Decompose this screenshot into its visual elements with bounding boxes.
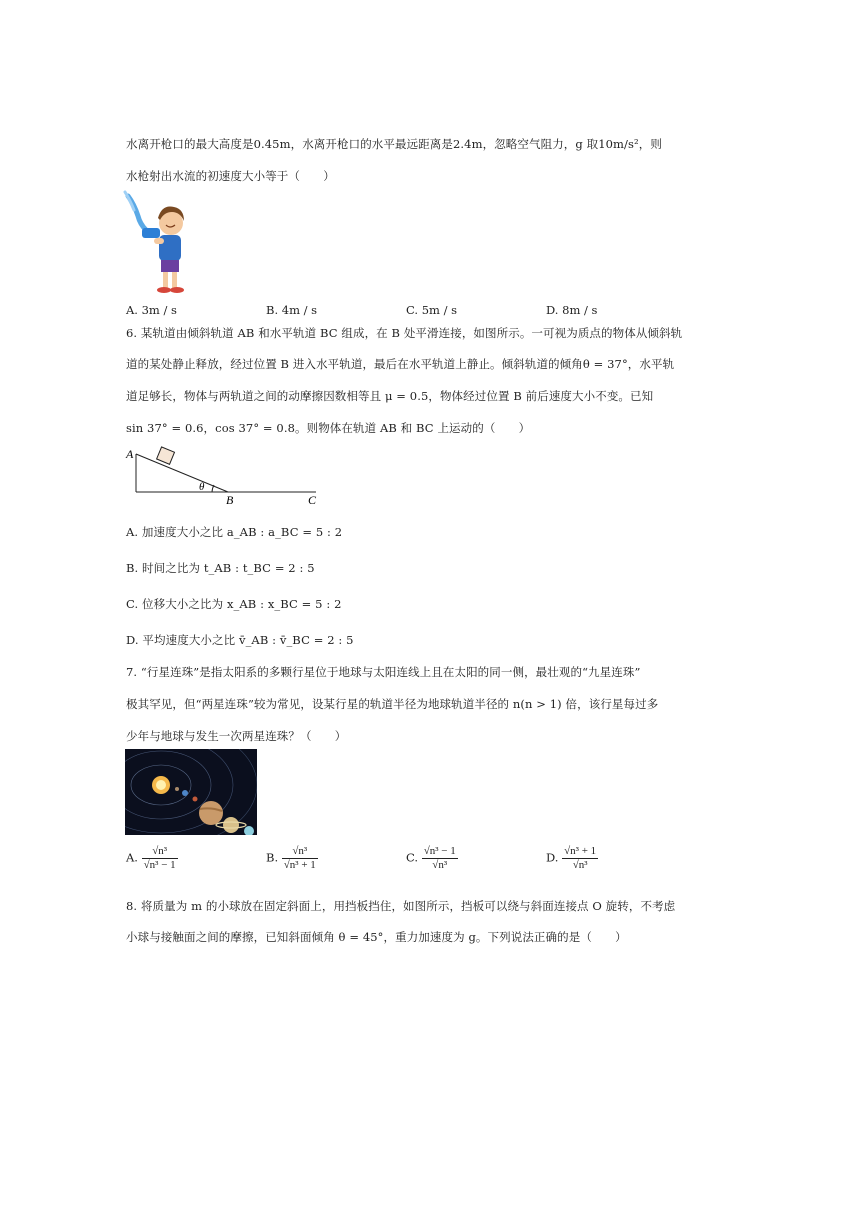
q7-option-b-numerator: √n³	[282, 845, 318, 859]
q6-option-d: D. 平均速度大小之比 v̄_AB : v̄_BC = 2 : 5	[126, 633, 354, 647]
q7-option-c	[406, 845, 458, 872]
label-a: A	[126, 447, 134, 461]
q5-option-a: A. 3m / s	[126, 303, 177, 317]
q7-option-c-denominator: √n³	[432, 859, 448, 871]
q7-option-a-denominator: √n³ − 1	[143, 859, 176, 871]
q7-option-d-numerator: √n³ + 1	[564, 845, 597, 857]
q7-option-a-fraction	[142, 845, 178, 872]
q6-option-a: A. 加速度大小之比 a_AB : a_BC = 5 : 2	[126, 525, 343, 539]
q6-text-line-1: 6. 某轨道由倾斜轨道 AB 和水平轨道 BC 组成，在 B 处平滑连接，如图所示。一可视为质点的物体从倾斜轨	[126, 326, 683, 340]
q7-option-b-label: B.	[266, 850, 279, 865]
q7-text-line-2: 极其罕见，但“两星连珠”较为常见，设某行星的轨道半径为地球轨道半径的 n(n > 1) 倍，该行星每过多	[126, 697, 659, 711]
q7-option-d-denominator: √n³	[572, 859, 588, 871]
q5-text-line-1: 水离开枪口的最大高度是0.45m，水离开枪口的水平最远距离是2.4m，忽略空气阻力，g 取10m/s²，则	[126, 137, 662, 151]
q7-option-d-fraction	[562, 845, 598, 872]
q5-option-d: D. 8m / s	[546, 303, 598, 317]
q6-option-b: B. 时间之比为 t_AB : t_BC = 2 : 5	[126, 561, 315, 575]
q5-text-line-2: 水枪射出水流的初速度大小等于（ ）	[126, 169, 335, 183]
q6-text-line-2: 道的某处静止释放，经过位置 B 进入水平轨道，最后在水平轨道上静止。倾斜轨道的倾角θ = 37°，水平轨	[126, 357, 675, 371]
q5-option-c: C. 5m / s	[406, 303, 458, 317]
q7-option-b-denominator: √n³ + 1	[283, 859, 316, 871]
q8-text-line-2: 小球与接触面之间的摩擦，已知斜面倾角 θ = 45°，重力加速度为 g。下列说法正确的是（ ）	[126, 930, 627, 944]
q5-option-b: B. 4m / s	[266, 303, 318, 317]
q7-option-a-label: A.	[126, 850, 138, 865]
q6-text-line-4: sin 37° = 0.6，cos 37° = 0.8。则物体在轨道 AB 和 BC 上运动的（ ）	[126, 421, 531, 435]
q7-option-d	[546, 845, 598, 872]
q7-option-a-numerator: √n³	[142, 845, 178, 859]
q6-option-c: C. 位移大小之比为 x_AB : x_BC = 5 : 2	[126, 597, 342, 611]
solar-system-image	[125, 749, 257, 835]
q7-option-d-label: D.	[546, 850, 559, 865]
q7-option-c-fraction	[422, 845, 458, 872]
incline-track-diagram	[120, 446, 330, 508]
label-theta: θ	[199, 481, 205, 493]
q8-text-line-1: 8. 将质量为 m 的小球放在固定斜面上，用挡板挡住，如图所示，挡板可以绕与斜面连接点 O 旋转，不考虑	[126, 899, 676, 913]
boy-water-gun-illustration	[122, 190, 202, 298]
q7-option-a	[126, 845, 178, 872]
q7-option-b	[266, 845, 318, 872]
q7-option-b-fraction	[282, 845, 318, 872]
q7-text-line-1: 7. “行星连珠”是指太阳系的多颗行星位于地球与太阳连线上且在太阳的同一侧，最壮观的“九星连珠”	[126, 665, 641, 679]
q7-option-c-label: C.	[406, 850, 419, 865]
q7-text-line-3: 少年与地球与发生一次两星连珠？（ ）	[126, 729, 347, 743]
q6-text-line-3: 道足够长，物体与两轨道之间的动摩擦因数相等且 μ = 0.5，物体经过位置 B 前后速度大小不变。已知	[126, 389, 654, 403]
label-c: C	[308, 493, 317, 507]
label-b: B	[226, 493, 234, 507]
q7-option-c-numerator: √n³ − 1	[423, 845, 456, 857]
